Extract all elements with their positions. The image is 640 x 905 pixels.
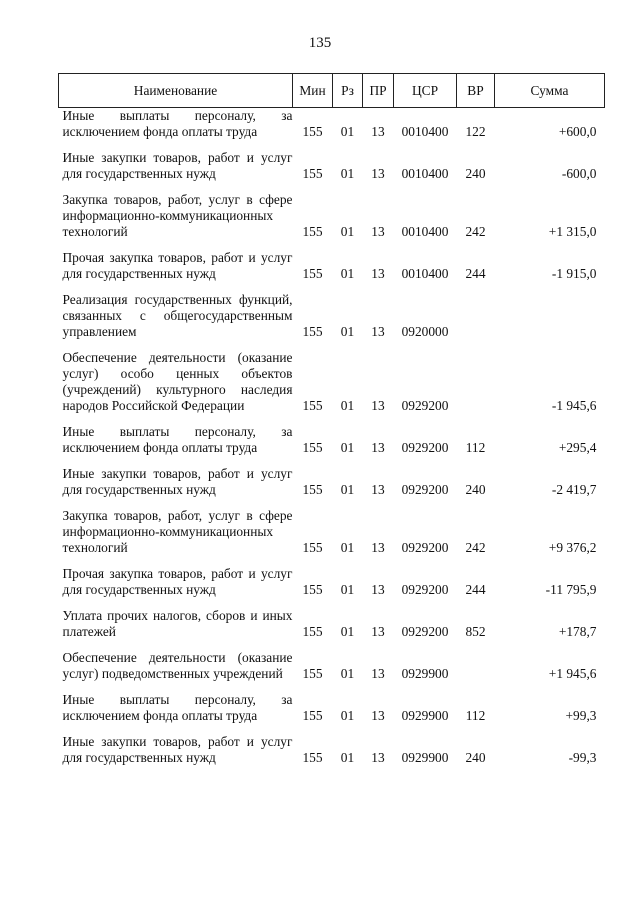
table-row <box>59 108 605 143</box>
budget-table <box>58 73 605 768</box>
cell-min: 155 <box>302 166 323 181</box>
cell-vr <box>457 650 495 684</box>
row-spacer-cell <box>59 684 605 692</box>
cell-pr: 13 <box>371 440 385 455</box>
cell-sum: +600,0 <box>558 124 597 139</box>
cell-vr <box>457 292 495 342</box>
cell-min: 155 <box>302 124 323 139</box>
header-rz: Рз <box>333 74 363 108</box>
row-spacer <box>59 242 605 250</box>
cell-min: 155 <box>302 324 323 339</box>
cell-name: Обеспечение деятельности (оказание услуг) подведомственных учреждений <box>62 650 293 681</box>
row-spacer-cell <box>59 242 605 250</box>
table-row <box>59 292 605 342</box>
cell-vr: 242 <box>465 540 486 555</box>
cell-pr: 13 <box>371 624 385 639</box>
header-name: Наименование <box>59 74 293 108</box>
row-spacer <box>59 642 605 650</box>
cell-min: 155 <box>302 540 323 555</box>
cell-sum: -1 945,6 <box>551 398 597 413</box>
cell-csr: 0929900 <box>401 708 449 723</box>
cell-sum: -1 915,0 <box>551 266 597 281</box>
cell-pr: 13 <box>371 224 385 239</box>
cell-min: 155 <box>302 624 323 639</box>
cell-csr: 0920000 <box>401 324 449 339</box>
table-header-row <box>59 74 605 108</box>
cell-sum: -11 795,9 <box>545 582 597 597</box>
row-spacer-cell <box>59 416 605 424</box>
cell-csr: 0929200 <box>401 482 449 497</box>
cell-name: Иные выплаты персоналу, за исключением фонда оплаты труда <box>62 108 293 139</box>
cell-sum: -600,0 <box>561 166 597 181</box>
row-spacer-cell <box>59 284 605 292</box>
cell-pr: 13 <box>371 540 385 555</box>
cell-pr: 13 <box>371 482 385 497</box>
cell-sum: +9 376,2 <box>548 540 597 555</box>
row-spacer-cell <box>59 600 605 608</box>
cell-rz: 01 <box>340 224 355 239</box>
table-row <box>59 566 605 600</box>
cell-name: Иные закупки товаров, работ и услуг для государственных нужд <box>62 150 293 181</box>
cell-pr: 13 <box>371 166 385 181</box>
cell-pr: 13 <box>371 398 385 413</box>
cell-rz: 01 <box>340 582 355 597</box>
cell-name: Обеспечение деятельности (оказание услуг) особо ценных объектов (учреждений) культурного наследия народов Российской Федерации <box>62 350 293 413</box>
cell-sum: +295,4 <box>558 440 597 455</box>
row-spacer <box>59 726 605 734</box>
row-spacer <box>59 284 605 292</box>
cell-name: Прочая закупка товаров, работ и услуг для государственных нужд <box>62 566 293 597</box>
cell-pr: 13 <box>371 708 385 723</box>
cell-sum <box>495 292 605 342</box>
table-row <box>59 650 605 684</box>
row-spacer-cell <box>59 142 605 150</box>
row-spacer-cell <box>59 184 605 192</box>
table-row <box>59 692 605 726</box>
row-spacer <box>59 416 605 424</box>
row-spacer <box>59 500 605 508</box>
cell-csr: 0010400 <box>401 266 449 281</box>
cell-vr: 112 <box>465 440 486 455</box>
table-row <box>59 734 605 768</box>
header-min: Мин <box>293 74 333 108</box>
cell-min: 155 <box>302 266 323 281</box>
table-row <box>59 192 605 242</box>
cell-sum: +1 315,0 <box>548 224 597 239</box>
cell-csr: 0929900 <box>401 750 449 765</box>
row-spacer-cell <box>59 558 605 566</box>
cell-rz: 01 <box>340 666 355 681</box>
cell-min: 155 <box>302 666 323 681</box>
table-row <box>59 350 605 416</box>
cell-pr: 13 <box>371 324 385 339</box>
cell-sum: -2 419,7 <box>551 482 597 497</box>
cell-pr: 13 <box>371 582 385 597</box>
header-sum: Сумма <box>495 74 605 108</box>
cell-pr: 13 <box>371 266 385 281</box>
cell-rz: 01 <box>340 540 355 555</box>
row-spacer <box>59 142 605 150</box>
table-row <box>59 508 605 558</box>
header-pr: ПР <box>363 74 394 108</box>
row-spacer <box>59 458 605 466</box>
cell-name: Закупка товаров, работ, услуг в сфере информационно-коммуникационных технологий <box>62 508 293 555</box>
header-csr: ЦСР <box>394 74 457 108</box>
cell-name: Реализация государственных функций, связанных с общегосударственным управлением <box>62 292 293 339</box>
cell-sum: +99,3 <box>565 708 597 723</box>
cell-name: Иные выплаты персоналу, за исключением фонда оплаты труда <box>62 692 293 723</box>
cell-rz: 01 <box>340 124 355 139</box>
header-vr: ВР <box>457 74 495 108</box>
cell-min: 155 <box>302 224 323 239</box>
cell-name: Иные закупки товаров, работ и услуг для государственных нужд <box>62 466 293 497</box>
cell-csr: 0010400 <box>401 166 449 181</box>
cell-sum: +178,7 <box>558 624 597 639</box>
cell-name: Иные закупки товаров, работ и услуг для государственных нужд <box>62 734 293 765</box>
cell-csr: 0929200 <box>401 540 449 555</box>
cell-csr: 0929900 <box>401 666 449 681</box>
cell-csr: 0929200 <box>401 624 449 639</box>
cell-vr: 244 <box>465 266 486 281</box>
cell-name: Закупка товаров, работ, услуг в сфере информационно-коммуникационных технологий <box>62 192 293 239</box>
row-spacer-cell <box>59 726 605 734</box>
table-row <box>59 250 605 284</box>
cell-rz: 01 <box>340 708 355 723</box>
row-spacer <box>59 600 605 608</box>
cell-vr: 122 <box>465 124 486 139</box>
row-spacer-cell <box>59 500 605 508</box>
cell-name: Уплата прочих налогов, сборов и иных платежей <box>62 608 293 639</box>
cell-vr: 240 <box>465 166 486 181</box>
page-number: 135 <box>308 35 332 51</box>
cell-csr: 0010400 <box>401 224 449 239</box>
cell-pr: 13 <box>371 750 385 765</box>
cell-vr: 852 <box>465 624 486 639</box>
cell-rz: 01 <box>340 482 355 497</box>
row-spacer <box>59 684 605 692</box>
cell-vr: 244 <box>465 582 486 597</box>
cell-sum: -99,3 <box>568 750 597 765</box>
cell-csr: 0929200 <box>401 582 449 597</box>
cell-rz: 01 <box>340 440 355 455</box>
cell-min: 155 <box>302 582 323 597</box>
cell-name: Иные выплаты персоналу, за исключением фонда оплаты труда <box>62 424 293 455</box>
cell-pr: 13 <box>371 124 385 139</box>
cell-rz: 01 <box>340 324 355 339</box>
cell-vr: 242 <box>465 224 486 239</box>
table-row <box>59 608 605 642</box>
cell-min: 155 <box>302 482 323 497</box>
cell-csr: 0010400 <box>401 124 449 139</box>
table-row <box>59 466 605 500</box>
table-row <box>59 424 605 458</box>
cell-name: Прочая закупка товаров, работ и услуг для государственных нужд <box>62 250 293 281</box>
row-spacer <box>59 184 605 192</box>
cell-rz: 01 <box>340 750 355 765</box>
cell-vr: 112 <box>465 708 486 723</box>
table-row <box>59 150 605 184</box>
row-spacer <box>59 342 605 350</box>
cell-min: 155 <box>302 440 323 455</box>
cell-rz: 01 <box>340 266 355 281</box>
cell-rz: 01 <box>340 624 355 639</box>
row-spacer-cell <box>59 458 605 466</box>
cell-vr: 240 <box>465 482 486 497</box>
cell-min: 155 <box>302 708 323 723</box>
cell-pr: 13 <box>371 666 385 681</box>
cell-min: 155 <box>302 750 323 765</box>
row-spacer-cell <box>59 342 605 350</box>
cell-rz: 01 <box>340 166 355 181</box>
cell-sum: +1 945,6 <box>548 666 597 681</box>
cell-min: 155 <box>302 398 323 413</box>
cell-csr: 0929200 <box>401 398 449 413</box>
cell-csr: 0929200 <box>401 440 449 455</box>
cell-vr: 240 <box>465 750 486 765</box>
cell-vr <box>457 350 495 416</box>
row-spacer-cell <box>59 642 605 650</box>
row-spacer <box>59 558 605 566</box>
cell-rz: 01 <box>340 398 355 413</box>
